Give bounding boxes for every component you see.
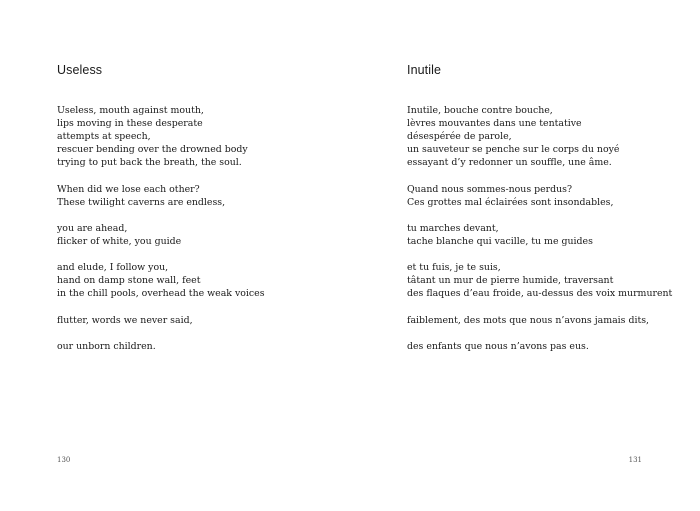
poem-line: attempts at speech, — [57, 131, 151, 143]
stanza — [57, 222, 265, 248]
poem-line: hand on damp stone wall, feet — [57, 275, 201, 287]
poem-line: Inutile, bouche contre bouche, — [407, 105, 553, 116]
poem-line: désespérée de parole, — [407, 131, 512, 143]
poem-line: and elude, I follow you, — [57, 262, 169, 274]
poem-line: essayant d’y redonner un souffle, une âme. — [407, 157, 612, 169]
stanza — [57, 340, 265, 353]
poem-line: you are ahead, — [57, 222, 128, 234]
poem-line: These twilight caverns are endless, — [57, 196, 226, 208]
poem-line: our unborn children. — [57, 340, 156, 352]
stanza — [407, 183, 672, 209]
poem-body-english — [57, 104, 265, 366]
poem-line: lips moving in these desperate — [57, 118, 203, 130]
stanza — [57, 314, 265, 327]
stanza — [407, 104, 672, 169]
poem-line: faiblement, des mots que nous n’avons jamais dits, — [407, 314, 650, 326]
stanza — [57, 104, 265, 169]
poem-line: rescuer bending over the drowned body — [57, 144, 248, 156]
poem-line: flutter, words we never said, — [57, 314, 193, 326]
stanza — [57, 261, 265, 300]
poem-line: des flaques d’eau froide, au-dessus des voix murmurent — [407, 288, 673, 300]
stanza — [57, 183, 265, 209]
poem-line: When did we lose each other? — [57, 183, 200, 195]
poem-line: et tu fuis, je te suis, — [407, 262, 501, 274]
poem-line: lèvres mouvantes dans une tentative — [407, 118, 582, 130]
poem-line: tache blanche qui vacille, tu me guides — [407, 235, 593, 247]
stanza — [407, 222, 672, 248]
poem-line: tâtant un mur de pierre humide, traversant — [407, 275, 614, 287]
poem-line: Quand nous sommes-nous perdus? — [407, 183, 573, 195]
poem-body-french — [407, 104, 672, 366]
stanza — [407, 314, 672, 327]
poem-line: Ces grottes mal éclairées sont insondables, — [407, 196, 614, 208]
stanza — [407, 340, 672, 353]
poem-line: Useless, mouth against mouth, — [57, 105, 204, 116]
stanza — [407, 261, 672, 300]
poem-title-french: Inutile — [407, 63, 442, 77]
poem-line: trying to put back the breath, the soul. — [57, 157, 242, 169]
poem-line: un sauveteur se penche sur le corps du noyé — [407, 144, 620, 156]
poem-line: flicker of white, you guide — [57, 235, 182, 247]
poem-line: in the chill pools, overhead the weak voices — [57, 288, 265, 300]
poem-line: des enfants que nous n’avons pas eus. — [407, 340, 589, 352]
poem-title-english: Useless — [57, 63, 103, 77]
poem-line: tu marches devant, — [407, 222, 499, 234]
page-number: 131 — [628, 456, 642, 464]
right-page — [350, 0, 700, 511]
page-number: 130 — [57, 456, 71, 464]
